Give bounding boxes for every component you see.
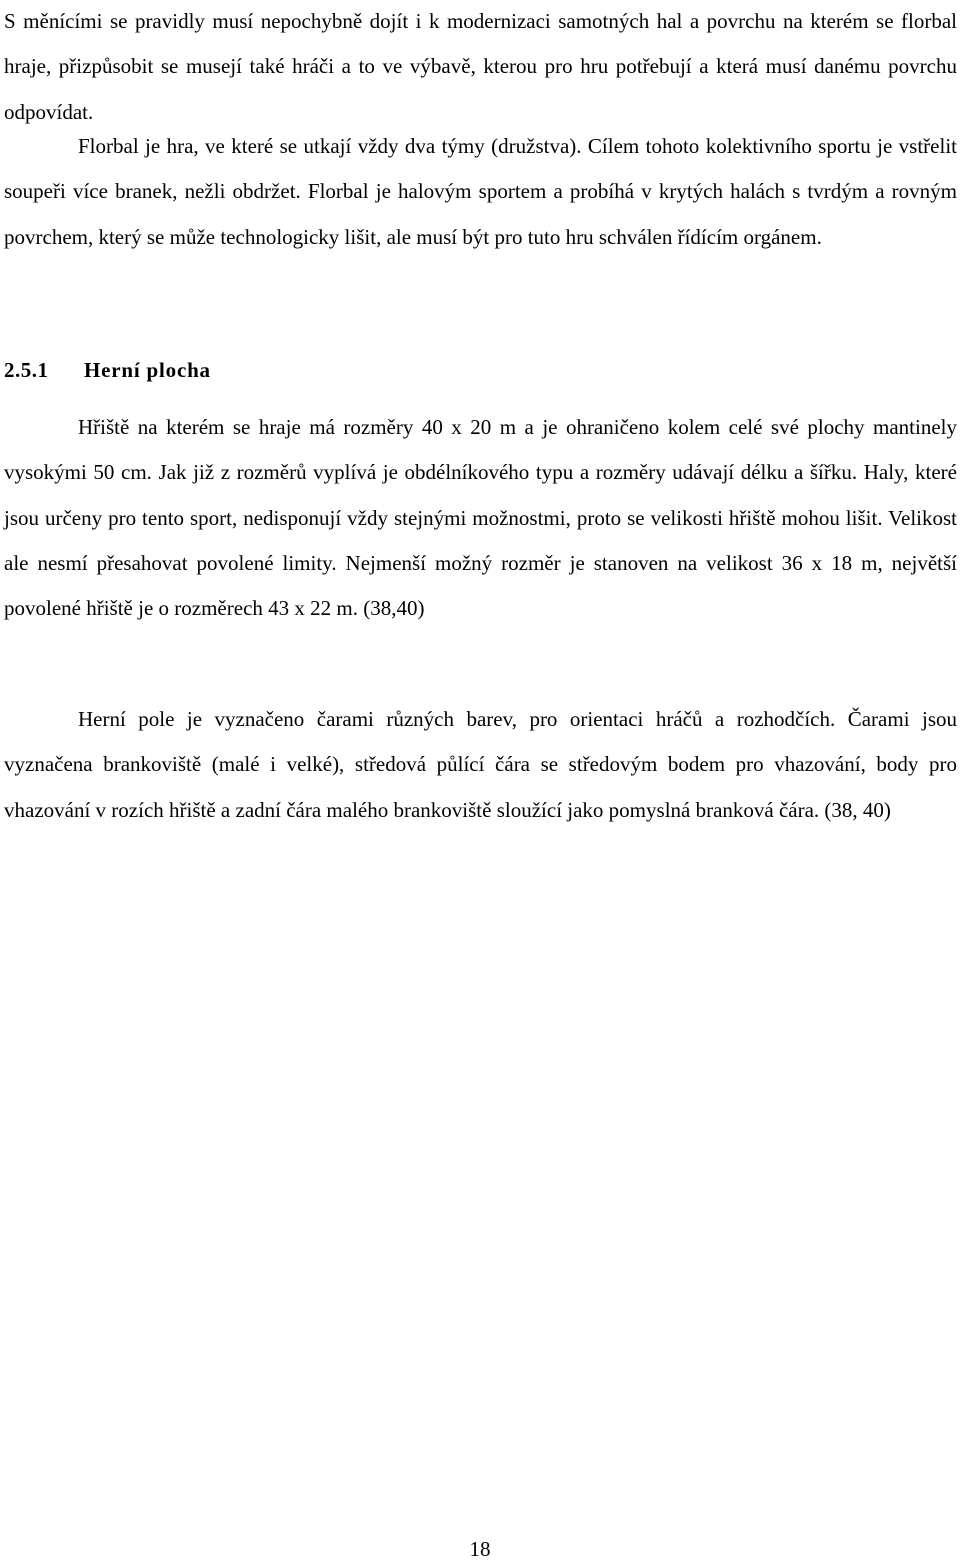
- section-heading: [4, 348, 211, 393]
- paragraph-playing-area: Hřiště na kterém se hraje má rozměry 40 x 20 m a je ohraničeno kolem celé své plochy mantinely vysokými 50 cm. Jak již z rozměrů vyplívá je obdélníkového typu a rozměry udávají délku a šířku. Haly, které jsou určeny pro tento sport, nedisponují vždy stejnými možnostmi, proto se velikosti hřiště mohou lišit. Velikost ale nesmí přesahovat povolené limity. Nejmenší možný rozměr je stanoven na velikost 36 x 18 m, největší povolené hřiště je o rozměrech 43 x 22 m. (38,40): [4, 415, 957, 621]
- paragraph-modernization: S měnícími se pravidly musí nepochybně dojít i k modernizaci samotných hal a povrchu na kterém se florbal hraje, přizpůsobit se musejí také hráči a to ve výbavě, kterou pro hru potřebují a která musí danému povrchu odpovídat.: [4, 9, 957, 124]
- paragraph-floorball-definition: Florbal je hra, ve které se utkají vždy dva týmy (družstva). Cílem tohoto kolektivního sportu je vstřelit soupeři více branek, nežli obdržet. Florbal je halovým sportem a probíhá v krytých halách s tvrdým a rovným povrchem, který se může technologicky lišit, ale musí být pro tuto hru schválen řídícím orgánem.: [4, 134, 957, 249]
- section-title: Herní plocha: [84, 358, 211, 382]
- paragraph-field-lines: Herní pole je vyznačeno čarami různých barev, pro orientaci hráčů a rozhodčích. Čarami jsou vyznačena brankoviště (malé i velké), středová půlící čára se středovým bodem pro vhazování, body pro vhazování v rozích hřiště a zadní čára malého brankoviště sloužící jako pomyslná branková čára. (38, 40): [4, 707, 957, 822]
- page-number: 18: [469, 1537, 491, 1561]
- section-number: 2.5.1: [4, 358, 49, 382]
